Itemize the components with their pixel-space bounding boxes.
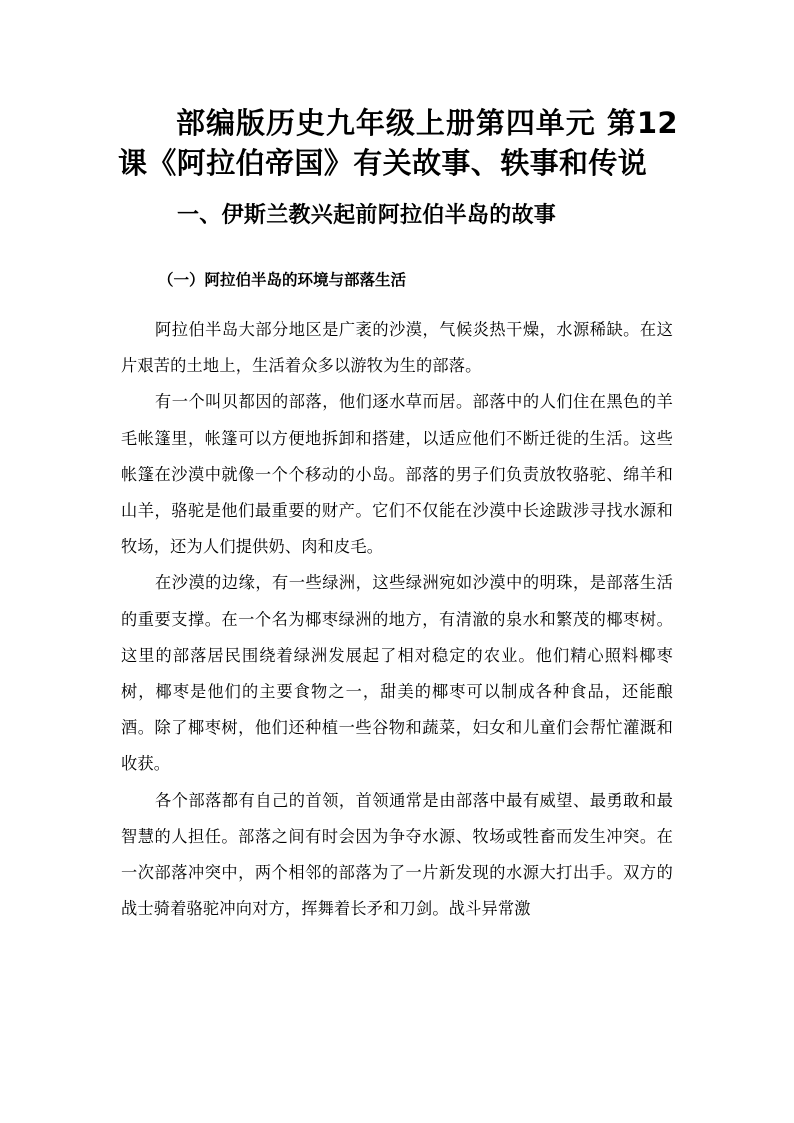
paragraph-oasis: 在沙漠的边缘，有一些绿洲，这些绿洲宛如沙漠中的明珠，是部落生活的重要支撑。在一个名为椰枣绿洲的地方，有清澈的泉水和繁茂的椰枣树。这里的部落居民围绕着绿洲发展起了相对稳定的农业。他们精心照料椰枣树，椰枣是他们的主要食物之一，甜美的椰枣可以制成各种食品，还能酿酒。除了椰枣树，他们还种植一些谷物和蔬菜，妇女和儿童们会帮忙灌溉和收获。 bbox=[121, 573, 673, 774]
paragraph-bedouin: 有一个叫贝都因的部落，他们逐水草而居。部落中的人们住在黑色的羊毛帐篷里，帐篷可以方便地拆卸和搭建，以适应他们不断迁徙的生活。这些帐篷在沙漠中就像一个个移动的小岛。部落的男子们负责放牧骆驼、绵羊和山羊，骆驼是他们最重要的财产。它们不仅能在沙漠中长途跋涉寻找水源和牧场，还为人们提供奶、肉和皮毛。 bbox=[121, 392, 673, 557]
document-title: 部编版历史九年级上册第四单元 第12课《阿拉伯帝国》有关故事、轶事和传说 bbox=[118, 106, 678, 180]
paragraph-tribal-leaders: 各个部落都有自己的首领，首领通常是由部落中最有威望、最勇敢和最智慧的人担任。部落之间有时会因为争夺水源、牧场或牲畜而发生冲突。在一次部落冲突中，两个相邻的部落为了一片新发现的水源大打出手。双方的战士骑着骆驼冲向对方，挥舞着长矛和刀剑。战斗异常激 bbox=[121, 790, 673, 919]
document-body bbox=[121, 312, 673, 927]
subsection-heading: （一）阿拉伯半岛的环境与部落生活 bbox=[158, 271, 407, 289]
paragraph-environment: 阿拉伯半岛大部分地区是广袤的沙漠，气候炎热干燥，水源稀缺。在这片艰苦的土地上，生活着众多以游牧为生的部落。 bbox=[121, 320, 673, 376]
section-heading: 一、伊斯兰教兴起前阿拉伯半岛的故事 bbox=[177, 203, 557, 228]
